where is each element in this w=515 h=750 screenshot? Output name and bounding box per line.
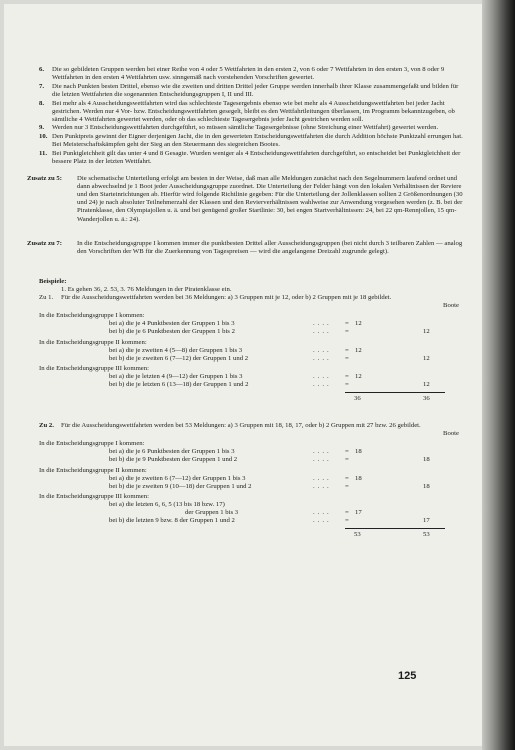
leader-dots: ....: [313, 328, 332, 336]
group-row: [39, 320, 467, 328]
group-row-text: bei b) die je zweiten 6 (7—12) der Gruppen 1 und 2: [109, 354, 249, 362]
zu2-group3-row-b: [39, 517, 467, 525]
zu2-group3-line1: [39, 501, 467, 509]
value-a: 12: [355, 372, 362, 380]
group-row: [39, 475, 467, 483]
rule-text: Bei Punktgleichheit gilt das unter 4 und 8 Gesagte. Wurden weniger als 4 Entscheidungswettfahrten durchgeführt, so entscheidet bei Punktgleichheit der bessere Platz in der letzten Wettfahrt.: [52, 149, 461, 165]
zu2-group3-line2-text: der Gruppen 1 bis 3: [185, 509, 239, 516]
group-row-text: bei a) die je zweiten 4 (5—8) der Gruppen 1 bis 3: [109, 346, 243, 354]
zusatz-7-heading: Zusatz zu 7:: [27, 239, 62, 247]
zu2-paragraph: [39, 422, 467, 430]
rule-text: Werden nur 3 Entscheidungswettfahrten durchgeführt, so müssen sämtliche Tagesergebnisse (ohne Streichung einer Wettfahrt) gewertet werden.: [52, 124, 439, 132]
zu1-table: [39, 312, 467, 389]
equals-sign: =: [345, 474, 349, 482]
group-row-text: bei a) die je zweiten 6 (7—12) der Gruppen 1 bis 3: [109, 474, 246, 482]
value-b: 12: [423, 328, 430, 336]
leader-dots: ....: [313, 448, 332, 456]
value-a: 12: [355, 346, 362, 354]
group-row: [39, 381, 467, 389]
leader-dots: ....: [313, 346, 332, 354]
zu1-totals: [39, 395, 467, 404]
rule-text: Die nach Punkten besten Drittel, ebenso wie die zweiten und dritten Drittel jeder Gruppe werden innerhalb ihrer Klasse zusammengefaßt und bilden für die letzten Wettfahrten die sogenannten Entscheidungsgruppen I, II und III.: [52, 82, 459, 98]
boote-header-2: Boote: [443, 430, 459, 438]
group-row-text: bei a) die je 6 Punktbesten der Gruppen 1 bis 3: [109, 448, 235, 456]
zu2-group3-line2: [39, 509, 467, 517]
rule-text: Die so gebildeten Gruppen werden bei einer Reihe von 4 oder 5 Wettfahrten in den ersten 2, von 6 oder 7 Wettfahrten in den ersten 3, von 8 oder 9 Wettfahrten in den ersten 4 Wettfahrten usw. sinngemäß nach vorstehenden Vorschriften gewertet.: [52, 66, 445, 82]
group-row: [39, 456, 467, 464]
group-row: [39, 355, 467, 363]
rule-number: 10.: [39, 133, 48, 141]
zusatz-5-heading: Zusatz zu 5:: [27, 175, 62, 183]
leader-dots: ....: [313, 354, 332, 362]
rule-item: [39, 100, 467, 124]
leader-dots: ....: [313, 456, 332, 464]
equals-sign: =: [345, 380, 349, 388]
group-row-text: bei a) die je letzten 4 (9—12) der Gruppen 1 bis 3: [109, 372, 243, 380]
rule-item: [39, 133, 467, 149]
zu1-text: Für die Ausscheidungswettfahrten werden bei 36 Meldungen: a) 3 Gruppen mit je 12, oder b) 2 Gruppen mit je 18 gebildet.: [61, 294, 392, 302]
zusatz-7: [27, 239, 467, 256]
page-content: [27, 66, 467, 540]
leader-dots: ....: [313, 509, 332, 516]
equals-sign: =: [345, 372, 349, 380]
book-spine-shadow: [482, 0, 515, 750]
group-row: [39, 328, 467, 336]
value-a: 12: [355, 320, 362, 328]
zu2-group3-value-a: 17: [355, 509, 362, 516]
zu2-group3-value-b: 17: [423, 517, 430, 525]
rule-number: 9.: [39, 124, 45, 132]
page-number: 125: [398, 670, 417, 682]
zusatz-7-text: In die Entscheidungsgruppe I kommen immer die punktbesten Drittel aller Ausscheidungsgruppen (bei nicht durch 3 teilbaren Zahlen — analog den Vorschriften der WB für die Zuerkennung von Tagespreisen — wird die angelangene Dreizahl zugrunde gelegt).: [77, 239, 463, 255]
zu1-paragraph: [39, 294, 467, 302]
equals-sign: =: [345, 482, 349, 490]
rule-text: Bei mehr als 4 Ausscheidungswettfahrten wird das schlechteste Tagesergebnis ebenso wie bei mehr als 4 Ausscheidungswettfahrten bei jeder Jacht gestrichen. Werden nur 4 Vor- bzw. Entscheidungswettfahrten gesegelt, bleibt es den Wettfahrtleitungen überlassen, im Programm bekanntzugeben, ob sämtliche 4 Wettfahrten gewertet werden, oder ob das schlechteste Tagesergebnis jeder Jacht gestrichen werden soll.: [52, 99, 455, 123]
equals-sign: =: [345, 346, 349, 354]
group-row: [39, 448, 467, 456]
rule-number: 8.: [39, 99, 45, 107]
rule-number: 7.: [39, 82, 45, 90]
zu1-total-a: 36: [354, 395, 361, 403]
group-row: [39, 483, 467, 491]
group-row: [39, 347, 467, 355]
rule-text: Den Punktpreis gewinnt der Eigner derjenigen Jacht, die in den gewerteten Entscheidungswettfahrten die durch Addition höchste Punktzahl errungen hat. Bei Meisterschaftskämpfen geht der Sieg an den Steuermann des siegreichen Bootes.: [52, 133, 463, 149]
value-b: 18: [423, 482, 430, 490]
zu2-table: [39, 440, 467, 491]
equals-sign: =: [345, 448, 349, 456]
equals-sign: =: [345, 328, 349, 336]
group-row-text: bei b) die je 6 Punktbesten der Gruppen 1 bis 2: [109, 328, 235, 336]
rule-number: 11.: [39, 149, 47, 157]
equals-sign: =: [345, 320, 349, 328]
equals-sign: =: [345, 509, 349, 516]
leader-dots: ....: [313, 372, 332, 380]
value-a: 18: [355, 448, 362, 456]
rule-number: 6.: [39, 66, 45, 73]
value-b: 12: [423, 380, 430, 388]
group-heading: In die Entscheidungsgruppe III kommen:: [39, 364, 149, 372]
zu1-total-b: 36: [423, 395, 430, 403]
zusatz-5-text: Die schematische Unterteilung erfolgt am besten in der Weise, daß man alle Meldungen zunächst nach den Segelnummern laufend ordnet und dann abwechselnd je 1 Boot jeder Ausscheidungsgruppe zuordnet. Die Unterteilung der Felder hängt von den lokalen Verhältnissen der Reviere und den Starteinrichtungen ab. Hierfür wird folgende Richtlinie gegeben: Für die Unterteilung der Jollenklassen sollten 2 Größenordnungen (30 und 24) je nach absoluter Teilnehmerzahl der Klassen und den Revierverhältnissen wahlweise zur Anwendung vorgesehen werden (z. B. bei der Piratenklasse, den Olympiajollen u. ä. und bei genügend großer Startlinie: 30, bei engen Startverhältnissen: 24, bei 22 qm-Rennjollen, 15 qm-Wanderjollen u. ä.: 24).: [77, 175, 463, 223]
zu2-group3-row-b-text: bei b) die letzten 9 bzw. 8 der Gruppen 1 und 2: [109, 517, 235, 525]
group-heading: In die Entscheidungsgruppe I kommen:: [39, 440, 145, 448]
zu2-group3-heading: In die Entscheidungsgruppe III kommen:: [39, 492, 149, 500]
value-b: 12: [423, 354, 430, 362]
leader-dots: ....: [313, 517, 332, 525]
beispiele-heading: Beispiele:: [39, 277, 67, 285]
group-row-text: bei b) die je 9 Punktbesten der Gruppen 1 und 2: [109, 456, 238, 464]
rule-item: [39, 83, 467, 99]
leader-dots: ....: [313, 482, 332, 490]
leader-dots: ....: [313, 320, 332, 328]
group-row-text: bei b) die je zweiten 9 (10—18) der Gruppen 1 und 2: [109, 482, 252, 490]
leader-dots: ....: [313, 380, 332, 388]
group-heading: In die Entscheidungsgruppe II kommen:: [39, 466, 147, 474]
book-page: [4, 4, 486, 746]
group-heading: In die Entscheidungsgruppe II kommen:: [39, 338, 147, 346]
zu1-label: Zu 1.: [39, 294, 54, 302]
zu2-total-b: 53: [423, 531, 430, 539]
group-row-text: bei a) die je 4 Punktbesten der Gruppen 1 bis 3: [109, 320, 235, 328]
zu2-label: Zu 2.: [39, 422, 54, 430]
group-heading: In die Entscheidungsgruppe I kommen:: [39, 312, 145, 320]
rule-item: [39, 66, 467, 82]
equals-sign: =: [345, 517, 349, 525]
zu2-text: Für die Ausscheidungswettfahrten werden bei 53 Meldungen: a) 3 Gruppen mit 18, 18, 17, oder b) 2 Gruppen mit 27 bzw. 26 gebildet.: [61, 422, 421, 430]
zu2-total-a: 53: [354, 531, 361, 539]
equals-sign: =: [345, 456, 349, 464]
zu2-group3-line1-text: bei a) die letzten 6, 6, 5 (13 bis 18 bzw. 17): [109, 500, 225, 508]
rule-item: [39, 150, 467, 166]
numbered-rules: [39, 66, 467, 166]
boote-header-1: Boote: [443, 302, 459, 310]
beispiele-intro: 1. Es gehen 36, 2. 53, 3. 76 Meldungen in der Piratenklasse ein.: [61, 285, 232, 293]
group-row: [39, 373, 467, 381]
leader-dots: ....: [313, 474, 332, 482]
rule-item: [39, 124, 467, 132]
equals-sign: =: [345, 354, 349, 362]
zusatz-5: [27, 175, 467, 224]
group-row-text: bei b) die je letzten 6 (13—18) der Gruppen 1 und 2: [109, 380, 249, 388]
value-a: 18: [355, 474, 362, 482]
zu2-totals: [39, 531, 467, 540]
value-b: 18: [423, 456, 430, 464]
